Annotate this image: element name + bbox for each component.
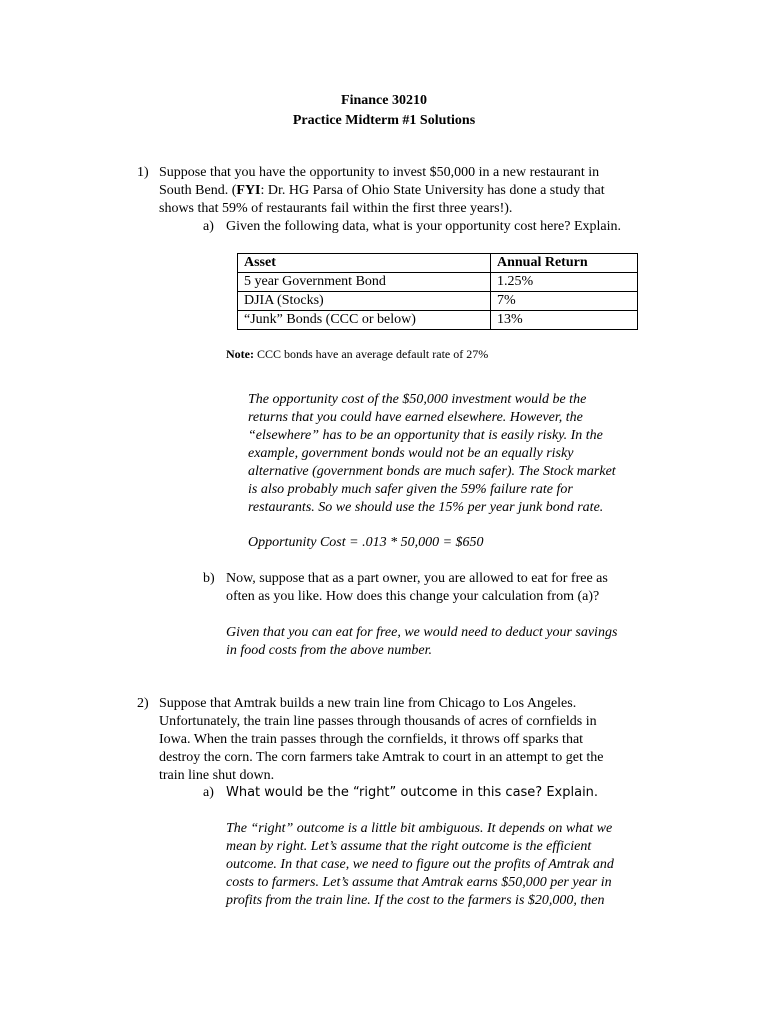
q2a-answer-line: The “right” outcome is a little bit ambiguous. It depends on what we [226, 821, 613, 836]
q2a-answer-line: outcome. In that case, we need to figure out the profits of Amtrak and [226, 857, 614, 872]
table-note [226, 346, 488, 362]
q1-line-3: shows that 59% of restaurants fail within the first three years!). [159, 201, 513, 216]
table-cell: “Junk” Bonds (CCC or below) [238, 311, 491, 330]
question-1-number: 1) [137, 165, 149, 180]
q1a-answer-line: The opportunity cost of the $50,000 investment would be the [248, 392, 587, 407]
question-2-number: 2) [137, 696, 149, 711]
column-header-asset: Asset [238, 254, 491, 273]
q1-line-1: Suppose that you have the opportunity to invest $50,000 in a new restaurant in [159, 165, 600, 180]
table-cell: DJIA (Stocks) [238, 292, 491, 311]
q1b-question-line: Now, suppose that as a part owner, you are allowed to eat for free as [226, 571, 608, 586]
q2a-answer-line: costs to farmers. Let’s assume that Amtrak earns $50,000 per year in [226, 875, 612, 890]
course-title: Finance 30210 [341, 93, 427, 108]
q2a-answer-line: profits from the train line. If the cost to the farmers is $20,000, then [226, 893, 605, 908]
q1b-label: b) [203, 571, 215, 586]
q2-line: train line shut down. [159, 768, 275, 783]
q1-line-2: South Bend. (FYI: Dr. HG Parsa of Ohio State University has done a study that [159, 183, 605, 198]
q2a-question: What would be the “right” outcome in this case? Explain. [226, 785, 599, 800]
q1a-label: a) [203, 219, 214, 234]
q1a-answer-line: alternative (government bonds are much safer). The Stock market [248, 464, 616, 479]
table-header-row [238, 254, 638, 273]
q1a-answer-line: returns that you could have earned elsewhere. However, the [248, 410, 583, 425]
q1a-question: Given the following data, what is your opportunity cost here? Explain. [226, 219, 622, 234]
q2-line: Unfortunately, the train line passes through thousands of acres of cornfields in [159, 714, 597, 729]
q1b-question-line: often as you like. How does this change your calculation from (a)? [226, 589, 600, 604]
q1a-answer-line: is also probably much safer given the 59% failure rate for [248, 482, 573, 497]
table-cell: 5 year Government Bond [238, 273, 491, 292]
column-header-annual-return: Annual Return [491, 254, 638, 273]
q2a-label: a) [203, 785, 214, 800]
q2a-answer-line: mean by right. Let’s assume that the right outcome is the efficient [226, 839, 592, 854]
table-cell: 1.25% [491, 273, 638, 292]
table-cell: 7% [491, 292, 638, 311]
table-row [238, 311, 638, 330]
page-subtitle: Practice Midterm #1 Solutions [292, 113, 476, 128]
note-label: Note: [226, 347, 254, 361]
fyi-label: FYI [236, 183, 261, 198]
q1a-answer-line: restaurants. So we should use the 15% per year junk bond rate. [248, 500, 604, 515]
table-cell: 13% [491, 311, 638, 330]
opportunity-cost-formula: Opportunity Cost = .013 * 50,000 = $650 [248, 535, 484, 550]
q1a-answer-line: “elsewhere” has to be an opportunity that is easily risky. In the [248, 428, 603, 443]
q1a-answer-line: example, government bonds would not be an equally risky [248, 446, 574, 461]
table-row [238, 292, 638, 311]
q2-line: Suppose that Amtrak builds a new train line from Chicago to Los Angeles. [159, 696, 577, 711]
q1b-answer-line: Given that you can eat for free, we would need to deduct your savings [226, 625, 618, 640]
q1b-answer-line: in food costs from the above number. [226, 643, 432, 658]
q2-line: destroy the corn. The corn farmers take Amtrak to court in an attempt to get the [159, 750, 604, 765]
note-text: CCC bonds have an average default rate of 27% [253, 347, 489, 361]
q2-line: Iowa. When the train passes through the cornfields, it throws off sparks that [159, 732, 584, 747]
table-row [238, 273, 638, 292]
asset-returns-table [237, 253, 638, 330]
